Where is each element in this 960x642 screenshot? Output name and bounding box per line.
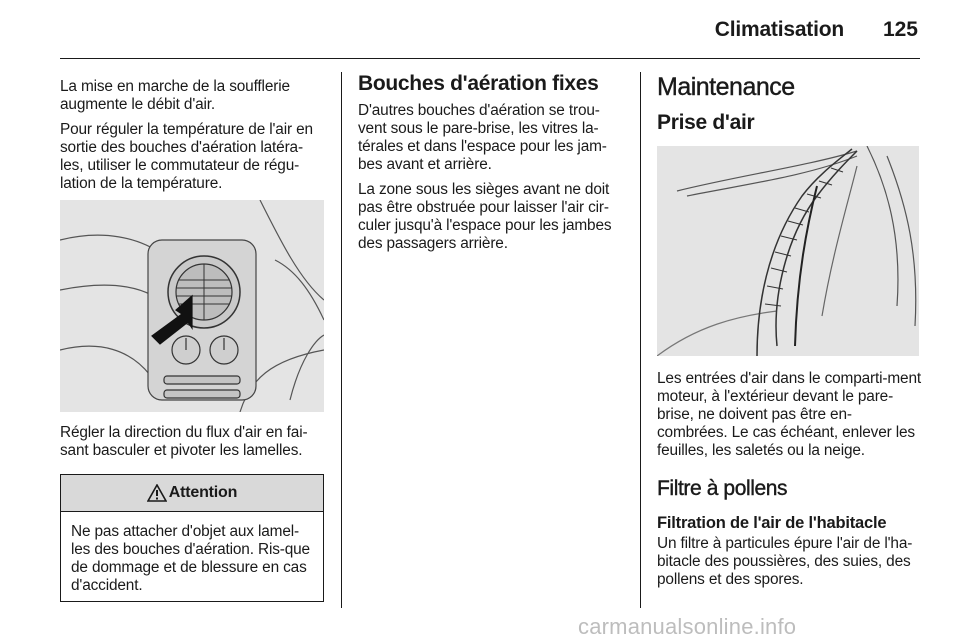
warning-body [61,512,323,601]
warning-header [61,475,323,512]
paragraph: La mise en marche de la soufflerie augmente le débit d'air. [60,78,290,113]
column-middle [358,72,624,260]
warning-box [60,474,324,602]
column-right [657,72,921,596]
section-heading: Bouches d'aération fixes [358,72,599,95]
section-heading: Prise d'air [657,111,755,134]
warning-triangle-icon [147,484,167,502]
section-heading: Filtre à pollens [657,477,788,500]
column-divider [640,72,641,608]
paragraph: Un filtre à particules épure l'air de l'ha-bitacle des poussières, des suies, des pollens et des spores. [657,535,913,588]
paragraph: D'autres bouches d'aération se trou-vent sous le pare-brise, les vitres la-térales et dans l'espace pour les jam-bes avant et arrière. [358,102,607,173]
air-vent-illustration [60,200,324,412]
paragraph: Les entrées d'air dans le comparti-ment moteur, à l'extérieur devant le pare-brise, ne doivent pas être en-combrées. Le cas échéant, enlever les feuilles, les saletés ou la neige. [657,370,921,459]
subsection-heading: Filtration de l'air de l'habitacle [657,514,887,532]
air-intake-illustration [657,146,919,356]
watermark: carmanualsonline.info [578,614,797,639]
paragraph: Régler la direction du flux d'air en fai-sant basculer et pivoter les lamelles. [60,424,308,459]
column-divider [341,72,342,608]
warning-text: Ne pas attacher d'objet aux lamel-les des bouches d'aération. Ris-que de dommage et de blessure en cas d'accident. [71,523,310,594]
page-header [60,0,920,59]
page-number: 125 [882,18,918,41]
paragraph: La zone sous les sièges avant ne doit pas être obstruée pour laisser l'air cir-culer jusqu'à l'espace pour les jambes des passagers arrière. [358,181,612,252]
warning-title: Attention [168,484,238,501]
paragraph: Pour réguler la température de l'air en sortie des bouches d'aération latéra-les, utiliser le commutateur de régu-lation de la température. [60,121,313,192]
chapter-heading: Maintenance [657,73,795,101]
column-left [60,72,324,602]
chapter-title: Climatisation [714,18,844,41]
